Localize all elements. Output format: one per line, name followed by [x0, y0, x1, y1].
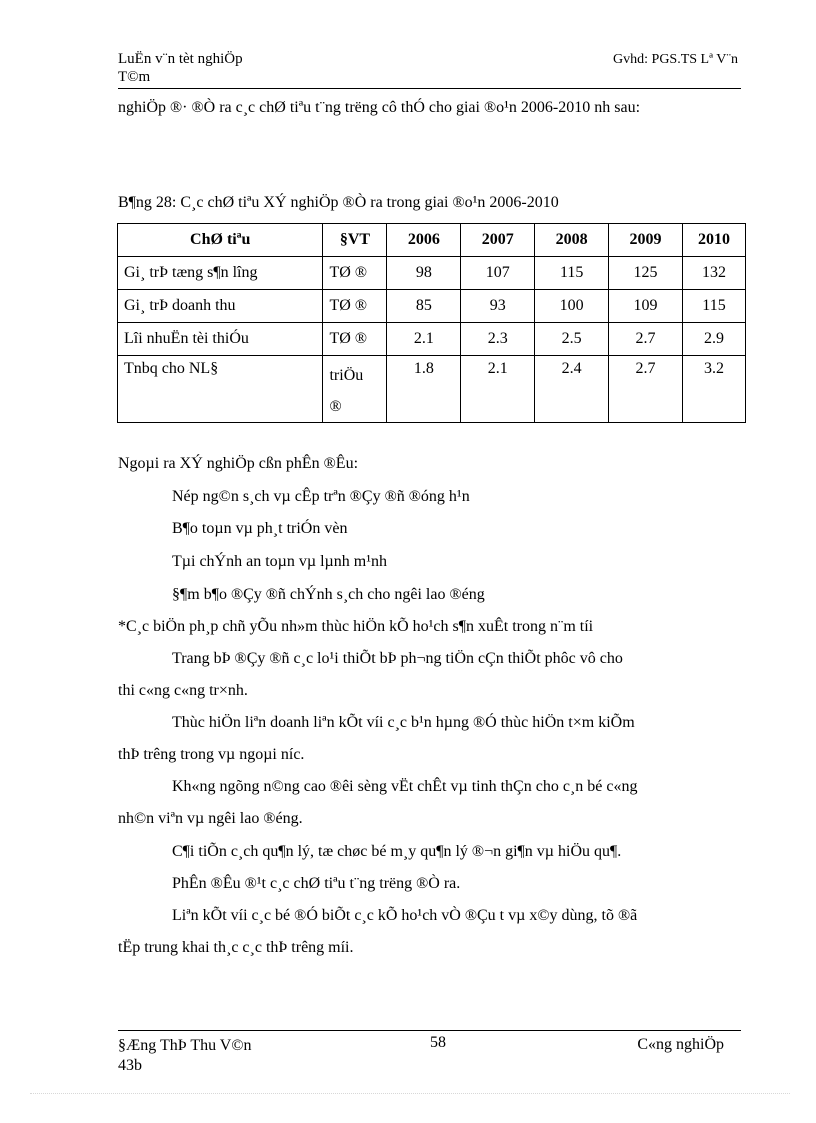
measures-heading: *C¸c biÖn ph¸p chñ yÕu nh»m thùc hiÖn kÕ ho¹ch s¶n xuÊt trong n¨m tíi — [118, 618, 594, 635]
table-row — [118, 323, 746, 356]
header-title-line2: T©m — [118, 69, 151, 85]
row-unit: TØ ® — [323, 323, 387, 356]
goal-item: Tµi chÝnh an toµn vµ lµnh m¹nh — [172, 553, 387, 570]
table-cell: 2.7 — [609, 356, 683, 423]
col-header-2007: 2007 — [461, 224, 535, 257]
row-label: Lîi nhuËn tèi thiÓu — [118, 323, 323, 356]
row-label: Tnbq cho NL§ — [118, 356, 323, 423]
table-cell: 85 — [387, 290, 461, 323]
measure-2-line2: thÞ trêng trong vµ ngoµi níc. — [118, 746, 305, 763]
row-unit — [323, 356, 387, 423]
intro-paragraph: nghiÖp ®· ®Ò ra c¸c chØ tiªu t¨ng trëng cô thÓ cho giai ®o¹n 2006-2010 nh sau: — [118, 99, 641, 116]
col-header-2009: 2009 — [609, 224, 683, 257]
measure-3-line2: nh©n viªn vµ ngêi lao ®éng. — [118, 810, 303, 827]
goals-lead: Ngoµi ra XÝ nghiÖp cßn phÊn ®Êu: — [118, 455, 359, 472]
table-cell: 93 — [461, 290, 535, 323]
row-label: Gi¸ trÞ tæng s¶n lîng — [118, 257, 323, 290]
table-cell: 2.7 — [609, 323, 683, 356]
table-cell: 2.3 — [461, 323, 535, 356]
table-row — [118, 290, 746, 323]
measure-6-line1: Liªn kÕt víi c¸c bé ®Ó biÕt c¸c kÕ ho¹ch vÒ ®Çu t vµ x©y dùng, tõ ®ã — [172, 907, 638, 924]
table-row — [118, 257, 746, 290]
table-cell: 107 — [461, 257, 535, 290]
table-cell: 2.9 — [682, 323, 745, 356]
footer-department: C«ng nghiÖp — [637, 1036, 724, 1053]
col-header-2006: 2006 — [387, 224, 461, 257]
targets-table — [117, 223, 746, 423]
row-unit-line2: ® — [329, 398, 342, 415]
table-header-row — [118, 224, 746, 257]
table-cell: 109 — [609, 290, 683, 323]
table-cell: 115 — [535, 257, 609, 290]
row-unit-line1: triÖu — [329, 367, 364, 384]
measure-5: PhÊn ®Êu ®¹t c¸c chØ tiªu t¨ng trëng ®Ò ra. — [172, 875, 461, 892]
page-edge — [30, 1093, 790, 1094]
goal-item: Nép ng©n s¸ch vµ cÊp trªn ®Çy ®ñ ®óng h¹n — [172, 488, 470, 505]
table-cell: 1.8 — [387, 356, 461, 423]
goal-item: B¶o toµn vµ ph¸t triÓn vèn — [172, 520, 348, 537]
row-unit: TØ ® — [323, 290, 387, 323]
header-author-title — [118, 50, 243, 86]
table-caption: B¶ng 28: C¸c chØ tiªu XÝ nghiÖp ®Ò ra trong giai ®o¹n 2006-2010 — [118, 194, 559, 211]
table-cell: 125 — [609, 257, 683, 290]
table-cell: 2.5 — [535, 323, 609, 356]
row-unit: TØ ® — [323, 257, 387, 290]
footer-author-class: 43b — [118, 1057, 142, 1074]
table-cell: 100 — [535, 290, 609, 323]
measure-3-line1: Kh«ng ngõng n©ng cao ®êi sèng vËt chÊt vµ tinh thÇn cho c¸n bé c«ng — [172, 778, 638, 795]
footer-divider — [118, 1030, 741, 1031]
measure-6-line2: tËp trung khai th¸c c¸c thÞ trêng míi. — [118, 939, 354, 956]
col-header-2010: 2010 — [682, 224, 745, 257]
col-header-indicator: ChØ tiªu — [118, 224, 323, 257]
table-cell: 2.4 — [535, 356, 609, 423]
table-cell: 115 — [682, 290, 745, 323]
measure-1-line2: thi c«ng c«ng tr×nh. — [118, 682, 248, 699]
col-header-unit: §VT — [323, 224, 387, 257]
table-cell: 2.1 — [461, 356, 535, 423]
header-title-line1: LuËn v¨n tèt nghiÖp — [118, 51, 243, 67]
table-cell: 2.1 — [387, 323, 461, 356]
footer-author — [118, 1036, 252, 1076]
col-header-2008: 2008 — [535, 224, 609, 257]
table-cell: 98 — [387, 257, 461, 290]
table-cell: 132 — [682, 257, 745, 290]
measure-1-line1: Trang bÞ ®Çy ®ñ c¸c lo¹i thiÕt bÞ ph¬ng tiÖn cÇn thiÕt phôc vô cho — [172, 650, 623, 667]
header-divider — [118, 88, 741, 89]
table-row — [118, 356, 746, 423]
page-number: 58 — [430, 1034, 446, 1051]
measure-2-line1: Thùc hiÖn liªn doanh liªn kÕt víi c¸c b¹n hµng ®Ó thùc hiÖn t×m kiÕm — [172, 714, 635, 731]
table-cell: 3.2 — [682, 356, 745, 423]
row-label: Gi¸ trÞ doanh thu — [118, 290, 323, 323]
measure-4: C¶i tiÕn c¸ch qu¶n lý, tæ chøc bé m¸y qu¶n lý ®¬n gi¶n vµ hiÖu qu¶. — [172, 843, 622, 860]
footer-author-name: §Æng ThÞ Thu V©n — [118, 1037, 252, 1054]
header-supervisor: Gvhd: PGS.TS Lª V¨n — [613, 52, 738, 67]
goal-item: §¶m b¶o ®Çy ®ñ chÝnh s¸ch cho ngêi lao ®éng — [172, 586, 485, 603]
